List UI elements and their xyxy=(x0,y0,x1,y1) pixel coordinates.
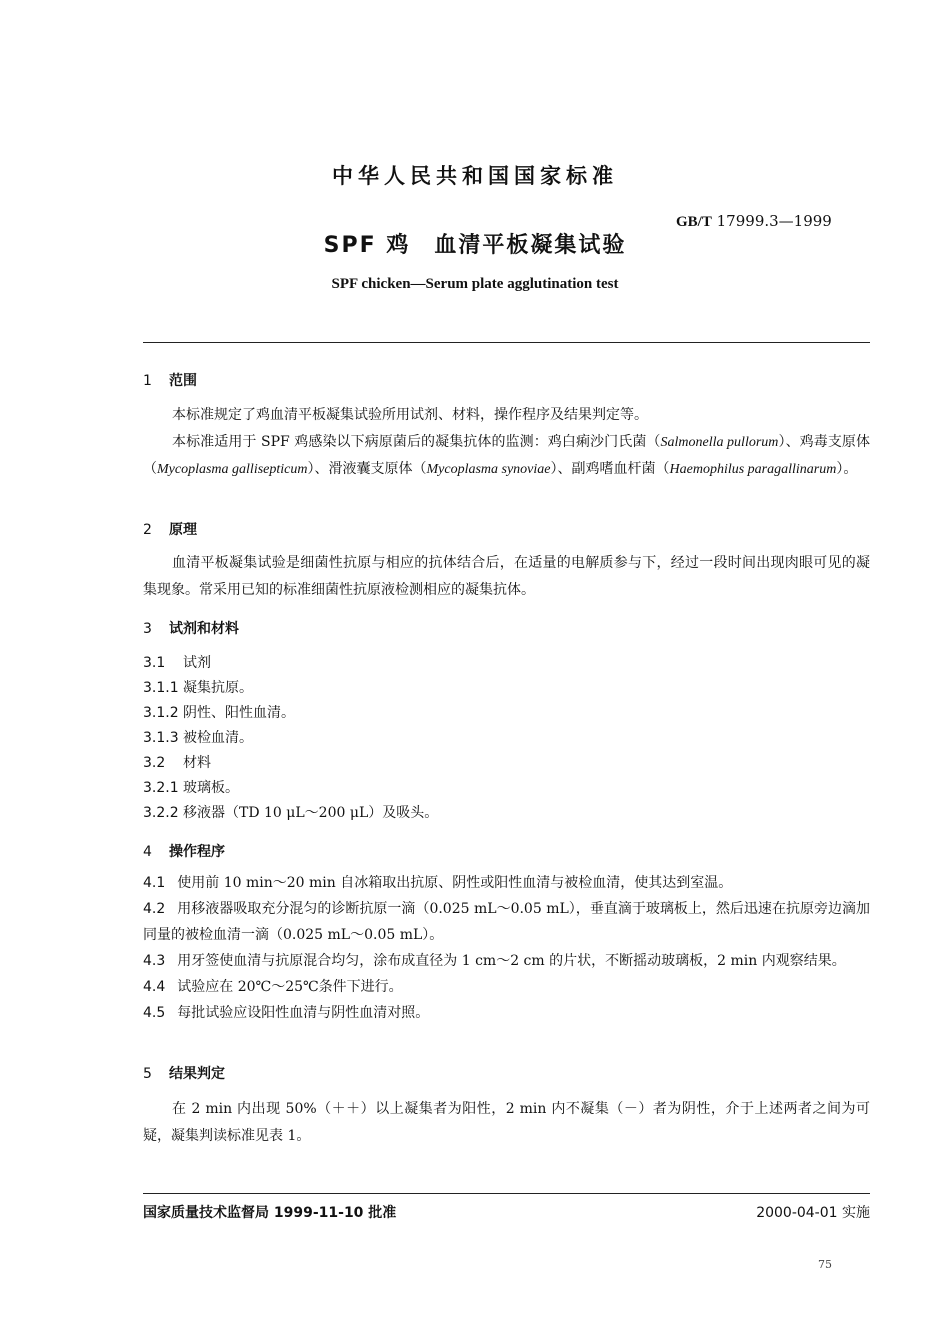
item-number: 3.2.1 xyxy=(143,780,179,796)
section-2-body xyxy=(143,550,870,604)
section-title: 范围 xyxy=(169,373,197,389)
document-title-en: SPF chicken—Serum plate agglutination test xyxy=(331,276,619,292)
procedure-item xyxy=(143,896,870,948)
section-3-heading xyxy=(143,618,239,638)
species-name: Mycoplasma gallisepticum xyxy=(157,462,308,477)
item-text: 被检血清。 xyxy=(183,730,253,746)
standard-code: GB/T xyxy=(676,214,712,230)
text-run: ）、鸡毒支原体（ xyxy=(143,434,870,477)
item-number: 3.1.3 xyxy=(143,730,179,746)
item-text: 试剂 xyxy=(183,655,211,671)
item-number: 3.1.1 xyxy=(143,680,179,696)
species-name: Haemophilus paragallinarum xyxy=(669,462,837,477)
procedure-item xyxy=(143,948,870,974)
item-text: 用牙签使血清与抗原混合均匀，涂布成直径为 1 cm～2 cm 的片状，不断摇动玻璃板，2 min 内观察结果。 xyxy=(177,953,846,969)
text-run: ）、副鸡嗜血杆菌（ xyxy=(550,461,670,477)
item-number: 4.5 xyxy=(143,1005,166,1021)
approval-line: 国家质量技术监督局 1999-11-10 批准 xyxy=(143,1205,397,1221)
text-run: ）。 xyxy=(836,461,858,477)
procedure-item xyxy=(143,974,870,1000)
item-text: 试验应在 20℃～25℃条件下进行。 xyxy=(177,979,403,995)
item-number: 4.2 xyxy=(143,901,166,917)
section-4-heading xyxy=(143,841,225,861)
section-2-heading xyxy=(143,519,197,539)
text-run: ）、滑液囊支原体（ xyxy=(307,461,427,477)
item-number: 4.4 xyxy=(143,979,166,995)
header-rule xyxy=(143,342,870,343)
list-item xyxy=(143,701,295,725)
item-text: 凝集抗原。 xyxy=(183,680,253,696)
section-title: 操作程序 xyxy=(169,844,225,860)
item-text: 玻璃板。 xyxy=(183,780,239,796)
item-text: 移液器（TD 10 μL～200 μL）及吸头。 xyxy=(183,805,439,821)
list-item xyxy=(143,676,253,700)
item-text: 每批试验应设阳性血清与阴性血清对照。 xyxy=(177,1005,430,1021)
section-title: 原理 xyxy=(169,522,197,538)
national-standard-heading: 中华人民共和国国家标准 xyxy=(332,164,618,188)
item-number: 3.2 xyxy=(143,755,166,771)
item-number: 3.1 xyxy=(143,655,166,671)
item-number: 4.3 xyxy=(143,953,166,969)
list-item xyxy=(143,801,438,825)
species-name: Mycoplasma synoviae xyxy=(426,462,551,477)
section-5-heading xyxy=(143,1063,225,1083)
principle-paragraph: 血清平板凝集试验是细菌性抗原与相应的抗体结合后，在适量的电解质参与下，经过一段时间出现肉眼可见的凝集现象。常采用已知的标准细菌性抗原液检测相应的凝集抗体。 xyxy=(143,555,870,598)
standard-number-value: 17999.3—1999 xyxy=(716,212,832,230)
list-item xyxy=(143,776,239,800)
page-number: 75 xyxy=(818,1258,832,1271)
item-text: 材料 xyxy=(183,755,211,771)
section-5-body xyxy=(143,1096,870,1150)
scope-paragraph-2 xyxy=(143,429,870,483)
scope-paragraph-1: 本标准规定了鸡血清平板凝集试验所用试剂、材料，操作程序及结果判定等。 xyxy=(172,407,648,423)
section-number: 4 xyxy=(143,844,152,860)
species-name: Salmonella pullorum xyxy=(660,435,779,450)
section-1-body xyxy=(143,402,870,483)
footer-rule xyxy=(143,1193,870,1194)
item-number: 3.1.2 xyxy=(143,705,179,721)
procedure-item xyxy=(143,870,870,896)
item-number: 3.2.2 xyxy=(143,805,179,821)
section-number: 3 xyxy=(143,621,152,637)
document-title: SPF 鸡 血清平板凝集试验 xyxy=(323,233,627,258)
list-item xyxy=(143,751,211,775)
list-item xyxy=(143,651,211,675)
section-4-body xyxy=(143,870,870,1026)
item-text: 阴性、阳性血清。 xyxy=(183,705,295,721)
section-title: 结果判定 xyxy=(169,1066,225,1082)
section-number: 5 xyxy=(143,1066,152,1082)
item-text: 使用前 10 min～20 min 自冰箱取出抗原、阴性或阳性血清与被检血清，使其达到室温。 xyxy=(177,875,733,891)
item-number: 4.1 xyxy=(143,875,166,891)
section-title: 试剂和材料 xyxy=(169,621,239,637)
text-run: 本标准适用于 SPF 鸡感染以下病原菌后的凝集抗体的监测：鸡白痢沙门氏菌（ xyxy=(172,434,661,450)
result-paragraph: 在 2 min 内出现 50%（＋＋）以上凝集者为阳性，2 min 内不凝集（－）者为阴性，介于上述两者之间为可疑，凝集判读标准见表 1。 xyxy=(143,1101,870,1144)
section-number: 2 xyxy=(143,522,152,538)
procedure-item xyxy=(143,1000,870,1026)
item-text: 用移液器吸取充分混匀的诊断抗原一滴（0.025 mL～0.05 mL），垂直滴于玻璃板上，然后迅速在抗原旁边滴加同量的被检血清一滴（0.025 mL～0.05 mL）。 xyxy=(143,901,870,943)
list-item xyxy=(143,726,253,750)
implementation-date: 2000-04-01 实施 xyxy=(756,1205,870,1221)
section-number: 1 xyxy=(143,373,152,389)
section-1-heading xyxy=(143,370,197,390)
